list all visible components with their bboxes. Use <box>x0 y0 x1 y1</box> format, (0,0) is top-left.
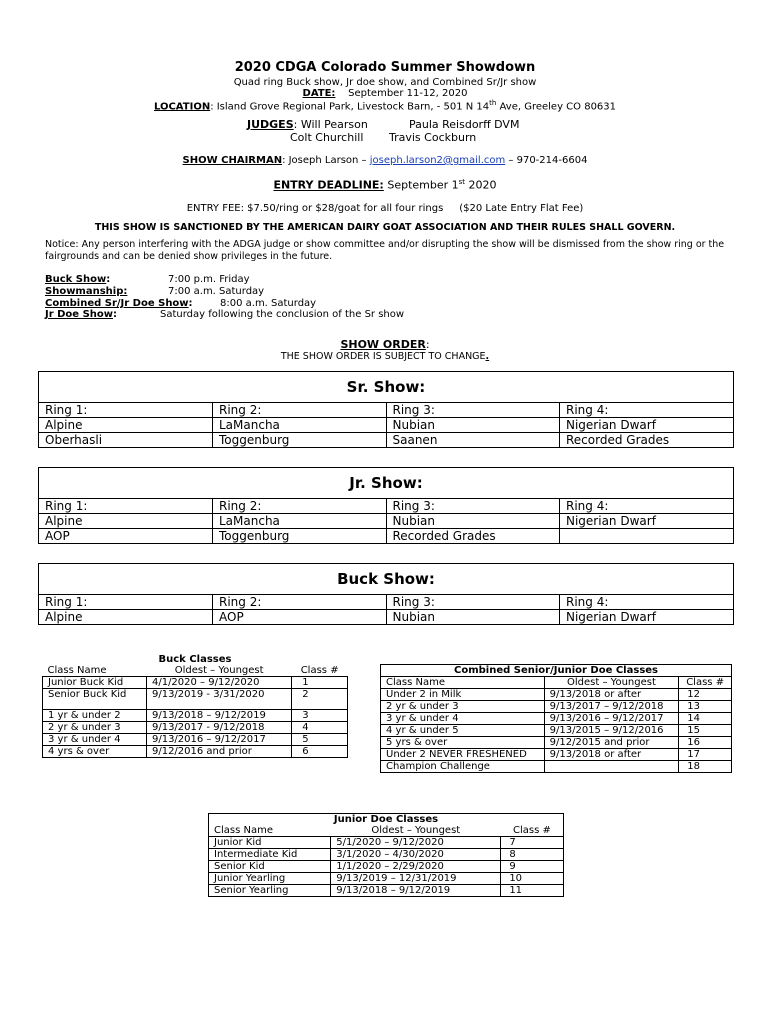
table-row <box>209 885 564 897</box>
table-row <box>381 725 732 737</box>
table-cell: 5/1/2020 – 9/12/2020 <box>331 837 501 849</box>
table-cell: 2 yr & under 3 <box>381 701 545 713</box>
table-row <box>209 861 564 873</box>
column-header: Oldest – Youngest <box>331 825 501 837</box>
table-cell: 9/13/2018 or after <box>544 689 679 701</box>
buck-show-title: Buck Show: <box>39 564 733 595</box>
table-row <box>39 499 733 514</box>
table-cell: 4 yrs & over <box>43 746 147 758</box>
junior-doe-classes-table <box>208 813 564 897</box>
table-cell: Recorded Grades <box>386 529 560 544</box>
schedule-suffix: : <box>106 274 111 285</box>
table-cell: 12 <box>679 689 732 701</box>
notice: Notice: Any person interfering with the ADGA judge or show committee and/or disrupting the show will be dismissed from the show ring or the fairgrounds and can be denied show privileges in the future. <box>45 239 725 262</box>
judge-1: : Will Pearson <box>293 118 368 131</box>
table-cell: 9/13/2017 - 9/12/2018 <box>146 722 291 734</box>
table-cell: Senior Yearling <box>209 885 331 897</box>
table-cell: Ring 3: <box>386 403 560 418</box>
table-cell: 9/13/2018 – 9/12/2019 <box>331 885 501 897</box>
table-cell: Junior Yearling <box>209 873 331 885</box>
table-cell: 9/13/2015 – 9/12/2016 <box>544 725 679 737</box>
table-cell: Nigerian Dwarf <box>560 514 734 529</box>
column-header: Class Name <box>381 677 545 689</box>
deadline-sup: st <box>458 178 466 186</box>
table-cell: 15 <box>679 725 732 737</box>
table-cell <box>544 761 679 773</box>
table-cell: 1 yr & under 2 <box>43 710 147 722</box>
table-cell: Alpine <box>39 610 213 625</box>
location-label: LOCATION <box>153 101 211 113</box>
table-cell: 18 <box>679 761 732 773</box>
sanction-statement: THIS SHOW IS SANCTIONED BY THE AMERICAN DAIRY GOAT ASSOCIATION AND THEIR RULES SHALL GOVERN. <box>94 222 676 233</box>
table-cell: 4/1/2020 – 9/12/2020 <box>146 677 291 689</box>
table-cell: Ring 1: <box>39 595 213 610</box>
location-line <box>0 99 770 112</box>
table-cell: 2 yr & under 3 <box>43 722 147 734</box>
show-order-heading <box>0 338 770 351</box>
schedule-time: 7:00 a.m. Saturday <box>168 286 265 297</box>
table-cell: Champion Challenge <box>381 761 545 773</box>
table-cell: Senior Buck Kid <box>43 689 147 710</box>
table-cell: Senior Kid <box>209 861 331 873</box>
table-cell: 3 yr & under 4 <box>381 713 545 725</box>
table-cell: 5 <box>292 734 348 746</box>
judges-label: JUDGES <box>247 118 294 131</box>
date-line <box>0 88 770 99</box>
judge-3: Colt Churchill <box>290 131 364 144</box>
table-cell: 9/12/2015 and prior <box>544 737 679 749</box>
junior-doe-classes-title: Junior Doe Classes <box>209 814 564 826</box>
table-row <box>381 713 732 725</box>
buck-classes-title: Buck Classes <box>158 654 232 665</box>
show-order-title: SHOW ORDER <box>340 338 426 351</box>
table-cell: 7 <box>501 837 564 849</box>
table-cell: Nigerian Dwarf <box>560 418 734 433</box>
table-header-row <box>209 825 564 837</box>
table-cell: Junior Buck Kid <box>43 677 147 689</box>
table-row <box>43 722 348 734</box>
column-header: Class # <box>501 825 564 837</box>
chairman-phone: – 970-214-6604 <box>505 155 588 166</box>
schedule-showmanship <box>45 286 127 297</box>
column-header: Class # <box>300 665 339 676</box>
column-header: Oldest – Youngest <box>544 677 679 689</box>
table-cell: 9/13/2019 - 3/31/2020 <box>146 689 291 710</box>
table-row <box>381 761 732 773</box>
judge-4: Travis Cockburn <box>389 131 477 144</box>
table-cell: Alpine <box>39 514 213 529</box>
combined-classes-title: Combined Senior/Junior Doe Classes <box>381 665 732 677</box>
judge-2: Paula Reisdorff DVM <box>409 118 520 131</box>
schedule-combined <box>45 298 193 309</box>
show-order-note-line <box>0 351 770 362</box>
deadline-year: 2020 <box>465 178 497 192</box>
table-cell: 8 <box>501 849 564 861</box>
table-row <box>381 689 732 701</box>
schedule-suffix: : <box>113 309 117 320</box>
chairman-name: : Joseph Larson – <box>282 155 370 166</box>
table-row <box>39 433 733 448</box>
schedule-label: Jr Doe Show <box>45 309 113 320</box>
schedule-time: Saturday following the conclusion of the Sr show <box>160 309 405 320</box>
table-cell: Ring 1: <box>39 499 213 514</box>
buck-show-table <box>38 563 734 625</box>
table-cell: Intermediate Kid <box>209 849 331 861</box>
table-cell: 9/13/2016 – 9/12/2017 <box>544 713 679 725</box>
table-cell: Nubian <box>386 514 560 529</box>
table-cell: 3 yr & under 4 <box>43 734 147 746</box>
table-row <box>39 403 733 418</box>
table-cell: AOP <box>213 610 387 625</box>
table-cell <box>560 529 734 544</box>
table-cell: Toggenburg <box>213 433 387 448</box>
table-cell: 3 <box>292 710 348 722</box>
table-row <box>381 737 732 749</box>
table-cell: Nigerian Dwarf <box>560 610 734 625</box>
location-sup: th <box>489 99 497 107</box>
jr-show-title: Jr. Show: <box>39 468 733 499</box>
table-cell: Under 2 in Milk <box>381 689 545 701</box>
table-row <box>43 677 348 689</box>
table-cell: 16 <box>679 737 732 749</box>
schedule-suffix: : <box>188 298 193 309</box>
show-order-note-end: . <box>485 351 490 362</box>
table-cell: 1 <box>292 677 348 689</box>
table-cell: Ring 2: <box>213 499 387 514</box>
table-row <box>209 837 564 849</box>
schedule-time: 8:00 a.m. Saturday <box>220 298 317 309</box>
table-row <box>209 873 564 885</box>
table-cell: Under 2 NEVER FRESHENED <box>381 749 545 761</box>
table-cell: 11 <box>501 885 564 897</box>
sr-show-table <box>38 371 734 448</box>
table-cell: Ring 2: <box>213 403 387 418</box>
table-cell: 3/1/2020 – 4/30/2020 <box>331 849 501 861</box>
table-row <box>39 595 733 610</box>
table-row <box>209 849 564 861</box>
chairman-label: SHOW CHAIRMAN <box>182 155 283 166</box>
table-row <box>43 689 348 710</box>
table-cell: Ring 4: <box>566 403 609 417</box>
table-cell: 9/13/2019 – 12/31/2019 <box>331 873 501 885</box>
table-row <box>39 610 733 625</box>
table-row <box>39 418 733 433</box>
schedule-jr-doe <box>45 309 117 320</box>
table-row <box>39 514 733 529</box>
entry-fee: ENTRY FEE: $7.50/ring or $28/goat for all four rings ($20 Late Entry Flat Fee) <box>186 203 584 214</box>
deadline-line <box>0 178 770 192</box>
chairman-email-link[interactable]: joseph.larson2@gmail.com <box>369 155 506 166</box>
table-cell: Toggenburg <box>213 529 387 544</box>
deadline-value: September 1 <box>383 178 459 192</box>
table-row <box>39 529 733 544</box>
table-cell: Ring 4: <box>566 499 609 513</box>
table-cell: Ring 4: <box>566 595 609 609</box>
location-value-end: Ave, Greeley CO 80631 <box>496 101 617 113</box>
table-cell: Ring 1: <box>39 403 213 418</box>
schedule-label: Combined Sr/Jr Doe Show <box>45 298 189 309</box>
table-cell: 10 <box>501 873 564 885</box>
table-cell: 5 yrs & over <box>381 737 545 749</box>
table-row <box>381 701 732 713</box>
table-row <box>43 734 348 746</box>
column-header: Class Name <box>209 825 331 837</box>
table-cell: 9/12/2016 and prior <box>146 746 291 758</box>
table-cell: Ring 3: <box>386 499 560 514</box>
table-cell: 9/13/2016 – 9/12/2017 <box>146 734 291 746</box>
table-cell: Nubian <box>386 418 560 433</box>
table-cell: 9 <box>501 861 564 873</box>
schedule-label: Showmanship: <box>45 286 128 297</box>
schedule-time: 7:00 p.m. Friday <box>168 274 250 285</box>
show-order-note: THE SHOW ORDER IS SUBJECT TO CHANGE <box>280 351 486 362</box>
table-cell: 6 <box>292 746 348 758</box>
schedule-label: Buck Show <box>45 274 107 285</box>
table-cell: Recorded Grades <box>560 433 734 448</box>
table-cell: Ring 2: <box>213 595 387 610</box>
table-cell: 9/13/2018 or after <box>544 749 679 761</box>
table-header-row <box>381 677 732 689</box>
buck-classes-table <box>42 654 348 758</box>
jr-show-table <box>38 467 734 544</box>
table-cell: 17 <box>679 749 732 761</box>
table-cell: 1/1/2020 – 2/29/2020 <box>331 861 501 873</box>
table-row <box>43 746 348 758</box>
date-label: DATE: <box>302 88 336 99</box>
judges-line <box>247 118 368 131</box>
schedule-buck <box>45 274 110 285</box>
column-header: Class # <box>679 677 732 689</box>
table-cell: 13 <box>679 701 732 713</box>
subtitle: Quad ring Buck show, Jr doe show, and Combined Sr/Jr show <box>233 77 537 88</box>
document-title: 2020 CDGA Colorado Summer Showdown <box>234 60 536 75</box>
table-cell: 2 <box>292 689 348 710</box>
table-row <box>381 749 732 761</box>
table-cell: LaMancha <box>213 514 387 529</box>
location-value: : Island Grove Regional Park, Livestock Barn, - 501 N 14 <box>210 101 490 113</box>
table-cell: 4 yr & under 5 <box>381 725 545 737</box>
table-cell: 4 <box>292 722 348 734</box>
table-cell: 14 <box>679 713 732 725</box>
show-order-colon: : <box>425 338 430 351</box>
table-row <box>43 710 348 722</box>
table-cell: 9/13/2018 – 9/12/2019 <box>146 710 291 722</box>
table-cell: AOP <box>39 529 213 544</box>
table-cell: Alpine <box>39 418 213 433</box>
table-cell: Ring 3: <box>386 595 560 610</box>
chairman-line <box>0 155 770 166</box>
column-header: Oldest – Youngest <box>174 665 264 676</box>
table-cell: 9/13/2017 – 9/12/2018 <box>544 701 679 713</box>
table-cell: Saanen <box>386 433 560 448</box>
table-cell: Oberhasli <box>39 433 213 448</box>
date-value: September 11-12, 2020 <box>348 88 468 99</box>
sr-show-title: Sr. Show: <box>39 372 733 403</box>
combined-classes-table <box>380 664 732 773</box>
table-cell: Nubian <box>386 610 560 625</box>
deadline-label: ENTRY DEADLINE: <box>273 178 384 192</box>
column-header: Class Name <box>47 665 107 676</box>
table-cell: LaMancha <box>213 418 387 433</box>
table-header-row <box>43 665 348 677</box>
table-cell: Junior Kid <box>209 837 331 849</box>
